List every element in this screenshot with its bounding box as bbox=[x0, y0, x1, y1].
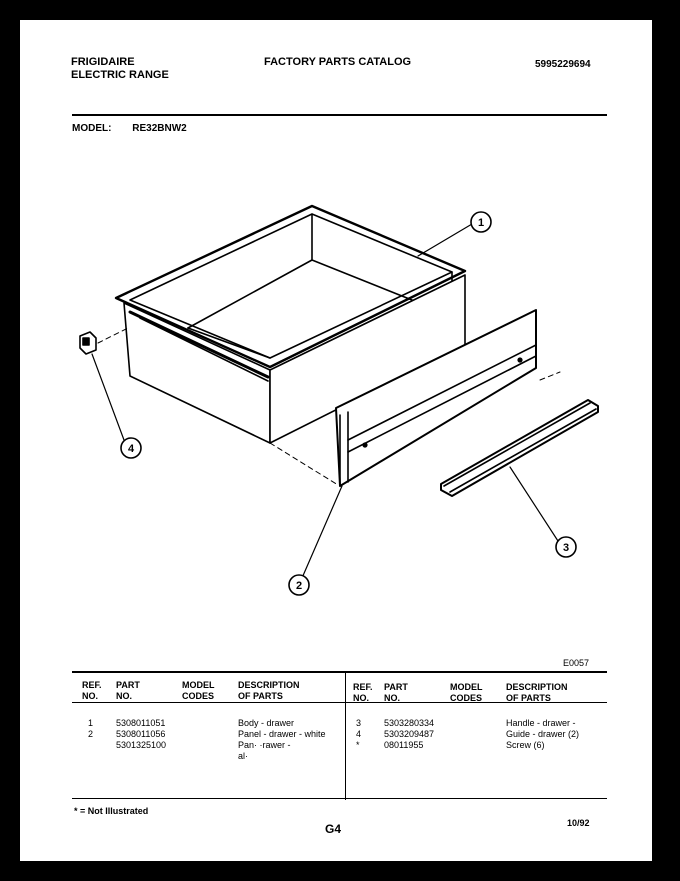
right-row-1-desc: Handle - drawer - bbox=[506, 718, 576, 728]
right-row-3-part: 08011955 bbox=[384, 740, 424, 750]
right-row-1-part: 5303280334 bbox=[384, 718, 435, 728]
callout-1 bbox=[471, 212, 491, 232]
left-row-2-ref: 2 bbox=[88, 729, 94, 739]
header-part-right: PART NO. bbox=[384, 682, 408, 703]
right-row-2-desc: Guide - drawer (2) bbox=[506, 729, 580, 739]
page-number: G4 bbox=[325, 822, 342, 836]
left-row-2-part: 5308011056 bbox=[116, 729, 166, 739]
left-row-4-desc: al· bbox=[238, 751, 249, 761]
product-type: ELECTRIC RANGE bbox=[71, 69, 169, 81]
table-column-divider bbox=[345, 672, 346, 800]
table-top-rule bbox=[72, 671, 607, 673]
callout-2-label: 2 bbox=[295, 580, 303, 592]
model-line bbox=[72, 123, 187, 134]
drawer-exploded-diagram bbox=[20, 170, 652, 600]
right-row-3-desc: Screw (6) bbox=[506, 740, 545, 750]
catalog-page bbox=[20, 20, 652, 861]
callout-3 bbox=[556, 537, 576, 557]
left-row-3-desc: Pan· ·rawer - bbox=[238, 740, 291, 750]
callout-4 bbox=[121, 438, 141, 458]
brand-name: FRIGIDAIRE bbox=[71, 56, 135, 68]
left-row-2-desc: Panel - drawer - white bbox=[238, 729, 326, 739]
catalog-title: FACTORY PARTS CATALOG bbox=[264, 56, 412, 68]
header-model-right: MODEL CODES bbox=[450, 682, 483, 703]
catalog-number: 5995229694 bbox=[535, 59, 591, 70]
model-label: MODEL: bbox=[72, 123, 112, 134]
right-row-2-ref: 4 bbox=[356, 729, 362, 739]
header-ref: REF. NO. bbox=[82, 680, 102, 701]
left-row-1-desc: Body - drawer bbox=[238, 718, 295, 728]
header-description: DESCRIPTION OF PARTS bbox=[238, 680, 300, 701]
callout-1-label: 1 bbox=[477, 217, 485, 229]
brand-block bbox=[71, 56, 169, 82]
not-illustrated-note: * = Not Illustrated bbox=[74, 806, 149, 816]
callout-2 bbox=[289, 575, 309, 595]
header-description-right: DESCRIPTION OF PARTS bbox=[506, 682, 568, 703]
right-row-2-part: 5303209487 bbox=[384, 729, 435, 739]
header-part: PART NO. bbox=[116, 680, 140, 701]
table-bottom-rule bbox=[72, 798, 607, 799]
left-row-1-part: 5308011051 bbox=[116, 718, 166, 728]
callout-4-label: 4 bbox=[127, 443, 135, 455]
callout-3-label: 3 bbox=[562, 542, 570, 554]
left-row-1-ref: 1 bbox=[88, 718, 94, 728]
header-rule bbox=[72, 114, 607, 116]
header-ref-right: REF. NO. bbox=[353, 682, 373, 703]
drawer-guide bbox=[80, 332, 96, 354]
model-value: RE32BNW2 bbox=[132, 123, 187, 134]
left-row-3-part: 5301325100 bbox=[116, 740, 167, 750]
right-row-3-ref: * bbox=[356, 740, 360, 750]
header-model: MODEL CODES bbox=[182, 680, 215, 701]
right-row-1-ref: 3 bbox=[356, 718, 362, 728]
revision-date: 10/92 bbox=[567, 818, 590, 828]
illustration-code: E0057 bbox=[563, 658, 590, 668]
